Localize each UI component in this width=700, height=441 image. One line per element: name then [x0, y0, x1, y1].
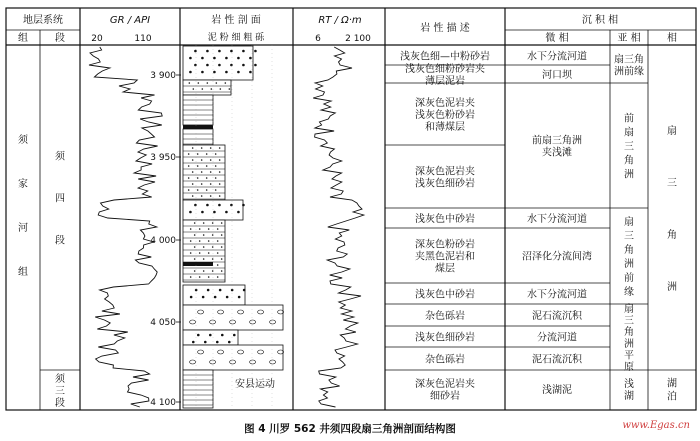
gr-scale-min: 20	[91, 34, 103, 44]
facies-text: 泊	[667, 391, 677, 403]
depth-label: 4 050	[150, 318, 176, 328]
microfacies-header: 微 相	[545, 33, 569, 44]
depth-label: 4 000	[150, 236, 176, 246]
microfacies-text: 沼泽化分流间湾	[522, 251, 592, 263]
subfacies-text: 洲	[624, 169, 634, 181]
microfacies-text: 夹浅滩	[542, 147, 572, 159]
subfacies-table	[610, 53, 648, 403]
description-text: 浅灰色中砂岩	[415, 214, 475, 225]
gr-scale-max: 110	[134, 34, 152, 44]
microfacies-text: 水下分流河道	[527, 214, 587, 225]
subfacies-text: 洲	[624, 259, 634, 270]
subfacies-text: 前	[624, 273, 634, 284]
member3-label-char: 三	[55, 386, 65, 397]
description-text: 浅灰色细砂岩	[415, 332, 475, 344]
silt-bed	[183, 80, 231, 95]
microfacies-text: 前扇三角洲	[532, 135, 582, 147]
rt-log-curve	[313, 47, 364, 407]
subfacies-text: 洲	[624, 338, 634, 350]
cong-bed	[183, 345, 283, 370]
rt-track-title: RT / Ω·m	[318, 15, 362, 26]
grain-size-scale: 泥 粉 细 粗 砾	[207, 33, 265, 43]
member3-label-char: 须	[55, 374, 65, 385]
cong-bed	[183, 305, 283, 330]
subfacies-text: 三	[624, 231, 634, 242]
description-text: 深灰色泥岩夹	[415, 379, 475, 390]
unconformity-annotation: 安县运动	[235, 379, 275, 390]
strat-system-header: 地层系统	[23, 15, 63, 26]
subfacies-text: 扇	[624, 304, 634, 315]
microfacies-text: 水下分流河道	[527, 51, 587, 63]
group-label-char: 家	[18, 179, 28, 190]
facies-text: 洲	[667, 282, 677, 293]
coal-bed	[183, 262, 213, 266]
description-text: 浅灰色细砂岩	[415, 178, 475, 190]
subfacies-text: 浅	[624, 379, 634, 390]
member3-label	[55, 372, 66, 409]
depth-labels	[150, 71, 181, 408]
subfacies-text: 洲前缘	[614, 66, 644, 78]
microfacies-text: 水下分流河道	[527, 289, 587, 301]
mud-bed	[183, 370, 213, 408]
description-text: 浅灰色粉砂岩	[415, 110, 475, 121]
sand-bed	[183, 285, 245, 305]
member4-label-char: 须	[55, 151, 65, 163]
description-text: 和薄煤层	[425, 122, 465, 133]
member4-label-char: 段	[55, 235, 65, 247]
microfacies-text: 分流河道	[537, 332, 577, 344]
rt-scale-max: 2 100	[345, 34, 371, 44]
gr-log-curve	[89, 47, 162, 407]
facies-col-header: 相	[667, 33, 677, 44]
watermark: www.Egas.cn	[622, 420, 690, 431]
litho-column-title: 岩 性 剖 面	[211, 15, 261, 26]
description-text: 浅灰色中砂岩	[415, 289, 475, 301]
description-text: 深灰色泥岩夹	[415, 98, 475, 109]
subfacies-text: 角	[624, 155, 634, 167]
subfacies-header: 亚 相	[617, 33, 641, 44]
group-label-char: 须	[18, 135, 28, 146]
description-text: 深灰色泥岩夹	[415, 166, 475, 178]
microfacies-text: 浅湖泥	[542, 385, 572, 396]
subfacies-text: 角	[624, 245, 634, 256]
subfacies-text: 三	[624, 315, 634, 327]
lithology-description-table	[385, 50, 505, 403]
facies-text: 角	[667, 230, 677, 241]
description-text: 夹黑色泥岩和	[415, 251, 475, 263]
gr-track-title: GR / API	[109, 15, 151, 26]
subfacies-text: 原	[624, 362, 634, 373]
silt-bed	[183, 220, 225, 282]
facies-text: 三	[667, 178, 677, 189]
subfacies-text: 角	[624, 327, 634, 339]
subfacies-text: 扇	[624, 127, 634, 139]
description-text: 深灰色粉砂岩	[415, 239, 475, 251]
depth-label: 4 100	[150, 398, 176, 408]
description-text: 杂色砾岩	[425, 354, 465, 366]
description-text: 薄层泥岩	[425, 76, 465, 87]
group-header: 组	[18, 33, 28, 44]
description-header: 岩 性 描 述	[420, 23, 470, 34]
group-label-char: 组	[18, 267, 28, 278]
description-text: 浅灰色细粉砂岩夹	[405, 64, 485, 75]
subfacies-text: 前	[624, 113, 634, 125]
facies-text: 扇	[667, 126, 677, 137]
member-header: 段	[55, 33, 65, 44]
subfacies-text: 扇三角	[614, 54, 644, 66]
member4-label-char: 四	[55, 193, 65, 205]
description-text: 煤层	[435, 263, 455, 275]
group-label-char: 河	[18, 223, 28, 234]
microfacies-table	[505, 50, 610, 397]
member4-label	[55, 150, 66, 247]
subfacies-text: 扇	[624, 217, 634, 228]
facies-header: 沉 积 相	[581, 15, 619, 26]
member3-label-char: 段	[55, 398, 65, 409]
depth-label: 3 900	[150, 71, 176, 81]
description-text: 浅灰色细—中粉砂岩	[400, 51, 490, 63]
description-text: 细砂岩	[430, 391, 460, 402]
lithology-column	[183, 45, 284, 408]
coal-bed	[183, 125, 213, 129]
facies-table	[648, 124, 696, 403]
subfacies-text: 平	[624, 350, 634, 362]
subfacies-text: 缘	[624, 287, 634, 298]
microfacies-text: 河口坝	[542, 70, 572, 81]
silt-bed	[183, 145, 225, 200]
rt-scale-min: 6	[315, 34, 321, 44]
subfacies-text: 三	[624, 141, 634, 153]
description-text: 杂色砾岩	[425, 311, 465, 322]
group-label	[18, 133, 29, 278]
figure-caption: 图 4 川罗 562 井须四段扇三角洲剖面结构图	[244, 423, 456, 435]
microfacies-text: 泥石流沉积	[532, 354, 582, 366]
mud-bed	[183, 129, 213, 145]
depth-label: 3 950	[150, 153, 176, 163]
microfacies-text: 泥石流沉积	[532, 311, 582, 322]
facies-text: 湖	[667, 378, 677, 390]
subfacies-text: 湖	[624, 391, 634, 402]
